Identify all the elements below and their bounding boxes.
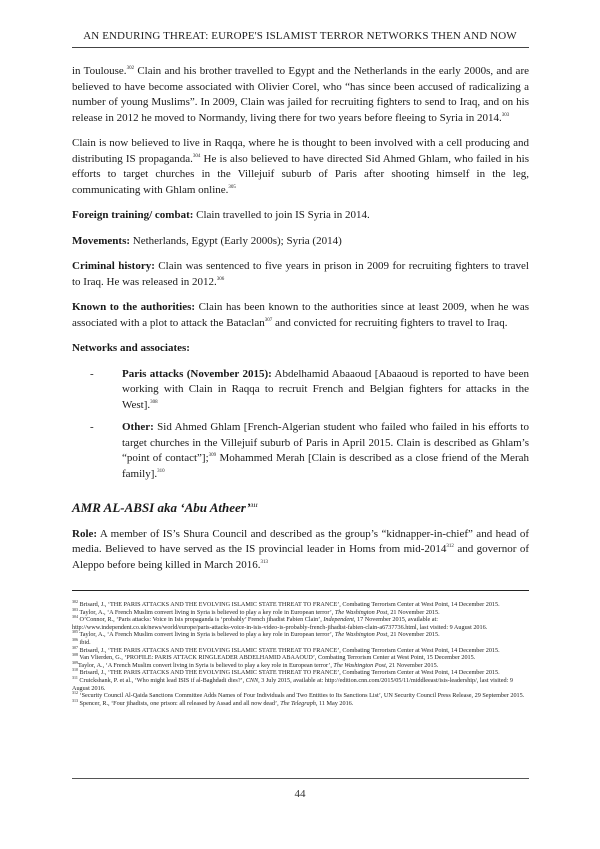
footnote-source: The Washington Post xyxy=(334,631,388,639)
footnote-ref[interactable]: 304 xyxy=(192,153,201,159)
footnote-ref[interactable]: 313 xyxy=(260,559,268,565)
footnote-text: Spencer, R., ‘Four jihadists, one prison: all released by Assad and all now dead’, xyxy=(78,699,281,707)
footer-rule xyxy=(72,778,529,779)
role xyxy=(72,527,529,574)
list-item xyxy=(72,420,529,482)
footnote-text: ibid. xyxy=(78,638,91,646)
footnote-ref[interactable]: 311 xyxy=(250,504,258,509)
footnote-text: Taylor, A., ‘A French Muslim convert living in Syria is believed to play a key role in European terror’, xyxy=(78,631,335,639)
footnote-text[interactable]: , 17 November 2015, available at: http://www.independent.co.uk/news/world/europe/paris-attacks-voice-in-isis-video-is-probably-french-jihadist-fabien-clain-a6737736.html, last visited: 9 August 2016. xyxy=(72,616,488,631)
footnote-text: Brisard, J., ‘THE PARIS ATTACKS AND THE EVOLVING ISLAMIC STATE THREAT TO FRANCE’, Combating Terrorism Center at West Point, 14 December 2015. xyxy=(78,669,500,677)
footnote-source: The Telegraph xyxy=(280,699,316,707)
field-value: Clain travelled to join IS Syria in 2014. xyxy=(193,209,370,221)
main-body xyxy=(72,64,529,583)
footnote xyxy=(72,631,529,639)
footnote-text: O’Connor, R., ‘Paris attacks: Voice in Isis propaganda is ‘probably’ French jihadist Fabien Clain’, xyxy=(78,616,324,624)
field-label: Foreign training/ combat: xyxy=(72,209,194,221)
footnote xyxy=(72,636,529,647)
footnote-source: Independent xyxy=(323,616,354,624)
list-item xyxy=(72,367,529,414)
foreign-training xyxy=(72,208,529,224)
footnote-number: 313 xyxy=(72,697,78,703)
footnote-ref[interactable]: 312 xyxy=(446,544,454,549)
movements xyxy=(72,234,529,250)
footnote-number: 311 xyxy=(72,674,78,680)
footnote-text: Van Vlierden, G., ‘PROFILE: PARIS ATTACK RINGLEADER ABDELHAMID ABAAOUD’, Combating Terrorism Center at West Point, 15 December 2015. xyxy=(78,654,476,662)
footnote xyxy=(72,616,529,631)
footnote xyxy=(72,692,529,700)
item-label: Paris attacks (November 2015): xyxy=(122,367,272,380)
footnote-text: Brisard, J., ‘THE PARIS ATTACKS AND THE EVOLVING ISLAMIC STATE THREAT TO FRANCE’, Combating Terrorism Center at West Point, 14 December 2015. xyxy=(78,601,500,608)
footnote-ref[interactable]: 306 xyxy=(216,276,225,282)
field-label: Movements: xyxy=(72,234,131,247)
footnote-ref[interactable]: 303 xyxy=(501,112,510,118)
bullet-dash: - xyxy=(90,421,94,433)
footnote-number: 303 xyxy=(72,606,78,612)
item-label: Other: xyxy=(122,421,154,433)
text: Clain is now believed to live in Raqqa, where he is thought to been involved with a cell producing and distributing IS propaganda. xyxy=(72,137,529,165)
heading-text: AMR AL-ABSI aka ‘Abu Atheer’ xyxy=(72,500,251,515)
item-text: Abdelhamid Abaaoud [Abaaoud is reported to have been working with Clain in Raqqa to recruit French and Belgian fighters for attacks in the West]. xyxy=(122,367,529,411)
footnote-ref[interactable]: 302 xyxy=(126,66,135,71)
footnote-number: 307 xyxy=(72,644,78,650)
footnote-number: 305 xyxy=(72,629,78,635)
text: He is also believed to have directed Sid Ahmed Ghlam, who failed in his efforts to target churches in the Villejuif suburb of Paris after shooting himself in the leg, communicating with Ghlam online. xyxy=(72,152,529,196)
footnote-ref[interactable]: 309 xyxy=(208,453,217,458)
footnote-number: 306 xyxy=(72,636,78,642)
footnote-ref[interactable]: 305 xyxy=(228,184,236,190)
text: Clain and his brother travelled to Egypt and the Netherlands in the early 2000s, and are believed to have become associated with Olivier Corel, who “has since been accused of radicalizing a number of young Muslims”. In 2009, Clain was jailed for recruiting fighters to send to Iraq, and on his release in 2012 he moved to Normandy, living there for two years before fleeing to Syria in 2014. xyxy=(72,65,529,124)
footnote xyxy=(72,601,529,609)
field-label: Networks and associates: xyxy=(72,342,190,354)
footnote-number: 309 xyxy=(72,659,78,665)
field-label: Role: xyxy=(72,527,98,540)
footnote-source: The Washington Post xyxy=(334,608,388,616)
footnote-number: 304 xyxy=(72,614,78,620)
footnote-text: ‘Security Council Al-Qaida Sanctions Committee Adds Names of Four Individuals and Two Entities to Its Sanctions List’, UN Security Council Press Release, 29 September 2015. xyxy=(78,692,525,700)
footnote-source: The Washington Post xyxy=(333,661,386,669)
footnote-number: 310 xyxy=(72,667,78,673)
field-label: Known to the authorities: xyxy=(72,301,196,313)
item-text: Sid Ahmed Ghlam [French-Algerian student who failed who failed in his efforts to target churches in the Villejuif suburb of Paris in April 2015. Clain is described as Ghlam’s “point of contact”]; xyxy=(122,421,529,464)
footnote-text: , 21 November 2015. xyxy=(387,631,440,639)
field-value: Netherlands, Egypt (Early 2000s); Syria (2014) xyxy=(130,234,342,247)
bullet-dash: - xyxy=(90,367,94,380)
footnote-text: Cruickshank, P. et al., ‘Who might lead ISIS if al-Baghdadi dies?’, xyxy=(77,676,246,684)
footnote-text: , 21 November 2015. xyxy=(385,661,439,669)
footnote-text[interactable]: , 3 July 2015, available at: http://edition.cnn.com/2015/05/11/middleeast/isis-leadership/, last visited: 9 August 2016. xyxy=(72,676,513,692)
criminal-history xyxy=(72,259,529,290)
paragraph-clain-raqqa xyxy=(72,136,529,198)
page-number: 44 xyxy=(294,788,306,800)
footnote-number: 312 xyxy=(72,690,78,696)
header-rule xyxy=(72,47,529,48)
field-value: and convicted for recruiting fighters to travel to Iraq. xyxy=(272,316,508,329)
networks-label xyxy=(72,341,529,357)
footnote-text: , 11 May 2016. xyxy=(315,699,354,707)
footnote-text: Taylor, A., ‘A French Muslim convert living in Syria is believed to play a key role in European terror’, xyxy=(78,608,335,616)
text: in Toulouse. xyxy=(72,65,127,77)
field-value: A member of IS’s Shura Council and described as the group’s “kidnapper-in-chief” and head of media. Believed to have served as the IS provincial leader in Homs from mid-2014 xyxy=(72,527,529,555)
field-value: Clain was sentenced to five years in prison in 2009 for recruiting fighters to travel to Iraq. He was released in 2012. xyxy=(72,260,529,288)
footnote xyxy=(72,674,529,692)
footnote-text: Taylor, A., ‘A French Muslim convert living in Syria is believed to play a key role in European terror’, xyxy=(78,661,334,669)
field-value: Clain has been known to the authorities since at least 2009, when he was associated with a plot to attack the Bataclan xyxy=(72,301,529,329)
item-text: Mohammed Merah [Clain is described as a close friend of the Merah family]. xyxy=(122,452,529,480)
footnote xyxy=(72,697,529,708)
footnote-separator xyxy=(72,590,529,591)
footnote-ref[interactable]: 310 xyxy=(157,468,165,474)
footnote xyxy=(72,669,529,677)
footnote-number: 308 xyxy=(72,652,78,658)
known-to-authorities xyxy=(72,300,529,331)
footnote xyxy=(72,654,529,662)
footnote-text: , 21 November 2015. xyxy=(387,608,440,616)
footnotes xyxy=(72,601,529,707)
footnote-ref[interactable]: 308 xyxy=(150,399,158,405)
footnote-text: Brisard, J., ‘THE PARIS ATTACKS AND THE EVOLVING ISLAMIC STATE THREAT TO FRANCE’, Combating Terrorism Center at West Point, 14 December 2015. xyxy=(78,646,500,654)
field-value: and governor of Aleppo before being killed in March 2016. xyxy=(72,543,529,571)
footnote-ref[interactable]: 307 xyxy=(264,317,273,323)
footnote-number: 302 xyxy=(72,599,78,604)
section-heading xyxy=(72,500,529,516)
networks-list xyxy=(72,367,529,483)
footnote-source: CNN xyxy=(245,676,259,684)
paragraph-clain-background xyxy=(72,64,529,126)
running-header: AN ENDURING THREAT: EUROPE'S ISLAMIST TERROR NETWORKS THEN AND NOW xyxy=(83,30,517,42)
field-label: Criminal history: xyxy=(72,260,155,272)
